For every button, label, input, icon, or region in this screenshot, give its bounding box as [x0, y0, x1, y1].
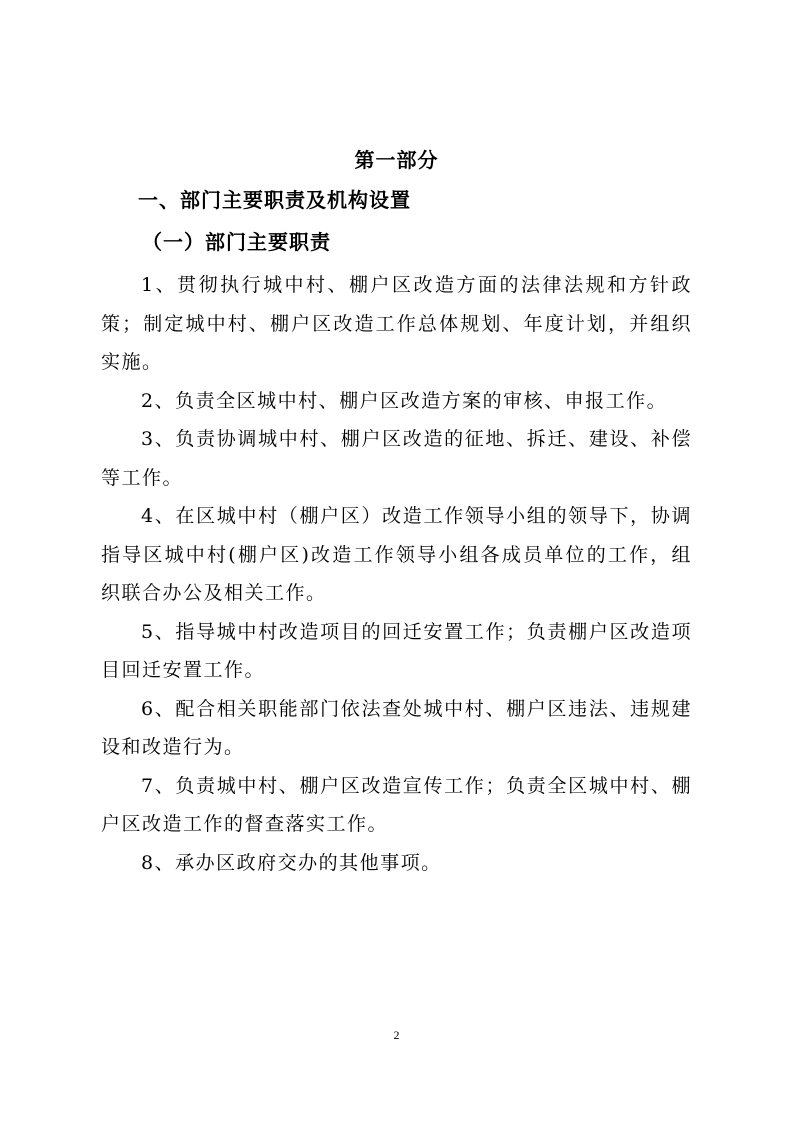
paragraph-8: 8、承办区政府交办的其他事项。 — [141, 851, 442, 874]
paragraph-3: 3、负责协调城中村、棚户区改造的征地、拆迁、建设、补偿等工作。 — [101, 428, 692, 489]
paragraph-2: 2、负责全区城中村、棚户区改造方案的审核、申报工作。 — [141, 389, 668, 412]
body-text — [101, 266, 692, 882]
paragraph-4: 4、在区城中村（棚户区）改造工作领导小组的领导下，协调指导区城中村(棚户区)改造工作领导小组各成员单位的工作，组织联合办公及相关工作。 — [101, 505, 692, 604]
part-title: 第一部分 — [354, 148, 439, 172]
paragraph-5: 5、指导城中村改造项目的回迁安置工作；负责棚户区改造项目回迁安置工作。 — [101, 620, 692, 681]
paragraph-6: 6、配合相关职能部门依法查处城中村、棚户区违法、违规建设和改造行为。 — [101, 697, 692, 758]
section-heading: 一、部门主要职责及机构设置 — [138, 188, 411, 212]
paragraph-7: 7、负责城中村、棚户区改造宣传工作；负责全区城中村、棚户区改造工作的督查落实工作。 — [101, 774, 692, 835]
subsection-heading: （一）部门主要职责 — [142, 230, 331, 254]
paragraph-1: 1、贯彻执行城中村、棚户区改造方面的法律法规和方针政策；制定城中村、棚户区改造工作总体规划、年度计划，并组织实施。 — [101, 274, 692, 373]
page-number: 2 — [393, 1028, 400, 1042]
